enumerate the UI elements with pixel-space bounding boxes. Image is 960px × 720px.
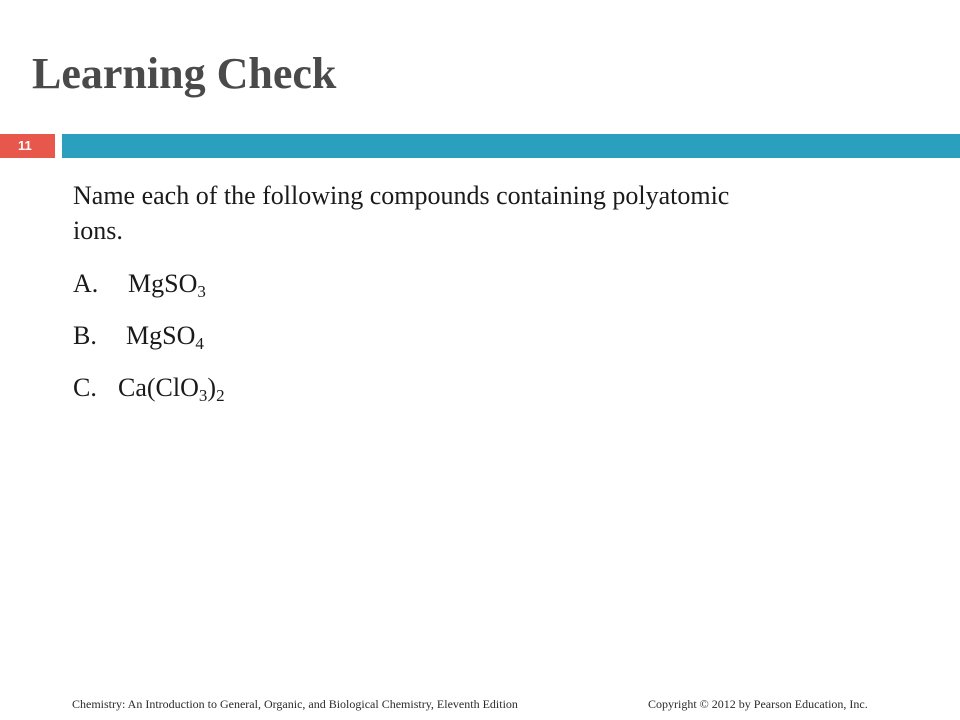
item-formula: MgSO — [128, 269, 198, 298]
item-letter: A. — [73, 269, 99, 298]
prompt-line-1: Name each of the following compounds containing polyatomic — [73, 181, 730, 210]
item-subscript-outer: 2 — [216, 386, 225, 405]
item-letter: C. — [73, 373, 97, 402]
prompt-line-2: ions. — [73, 216, 123, 245]
item-subscript: 4 — [195, 334, 204, 353]
compound-item-c — [73, 372, 225, 404]
compound-item-a — [73, 268, 206, 300]
item-close-paren: ) — [207, 373, 217, 402]
item-formula: MgSO — [126, 321, 196, 350]
header-accent-bar — [62, 134, 960, 158]
item-formula: Ca(ClO — [118, 373, 199, 402]
item-letter: B. — [73, 321, 97, 350]
slide-title: Learning Check — [32, 49, 337, 98]
item-subscript: 3 — [198, 386, 208, 405]
footer-book-title: Chemistry: An Introduction to General, Organic, and Biological Chemistry, Eleventh Edition — [72, 697, 518, 711]
footer-copyright: Copyright © 2012 by Pearson Education, Inc. — [648, 697, 868, 711]
compound-item-b — [73, 320, 204, 352]
slide-number: 11 — [18, 138, 32, 153]
item-subscript: 3 — [197, 282, 206, 301]
question-prompt — [73, 178, 893, 248]
